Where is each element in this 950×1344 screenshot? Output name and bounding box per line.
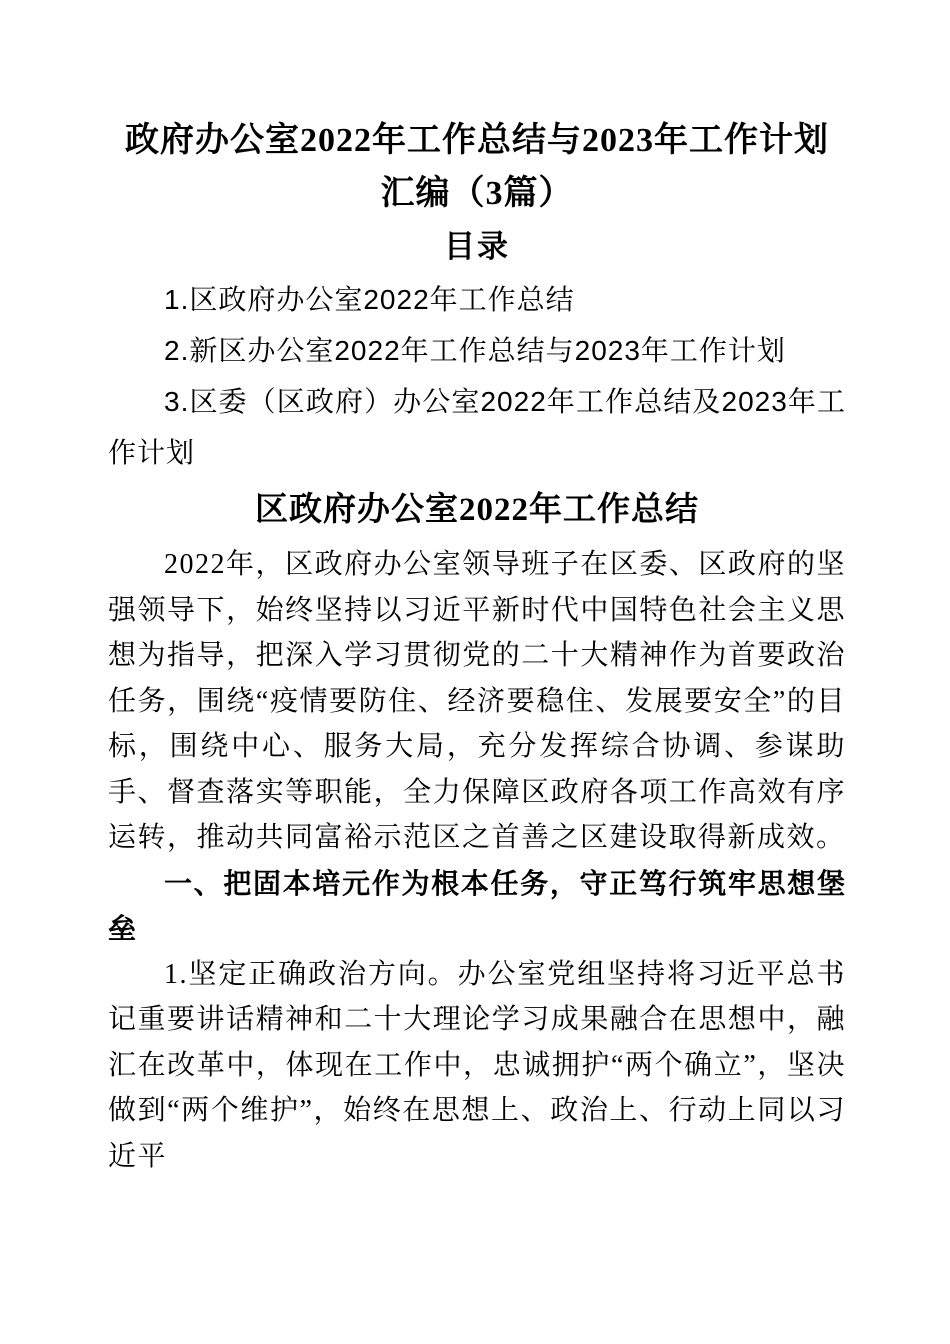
toc-list — [108, 274, 846, 478]
section-title: 区政府办公室2022年工作总结 — [255, 492, 699, 528]
toc-heading: 目录 — [444, 229, 510, 264]
section-paragraph-point-1: 1.坚定正确政治方向。办公室党组坚持将习近平总书记重要讲话精神和二十大理论学习成果融合在思想中，融汇在改革中，体现在工作中，忠诚拥护“两个确立”，坚决做到“两个维护”，始终在思想上、政治上、行动上同以习近平 — [108, 958, 846, 1172]
toc-item-3: 3.区委（区政府）办公室2022年工作总结及2023年工作计划 — [108, 386, 846, 468]
document-main-title: 政府办公室2022年工作总结与2023年工作计划汇编（3篇） — [125, 122, 829, 212]
section-subheading-1: 一、把固本培元作为根本任务，守正笃行筑牢思想堡垒 — [108, 867, 846, 944]
toc-item-2: 2.新区办公室2022年工作总结与2023年工作计划 — [164, 335, 786, 366]
section-paragraph-intro: 2022年，区政府办公室领导班子在区委、区政府的坚强领导下，始终坚持以习近平新时代中国特色社会主义思想为指导，把深入学习贯彻党的二十大精神作为首要政治任务，围绕“疫情要防住、经济要稳住、发展要安全”的目标，围绕中心、服务大局，充分发挥综合协调、参谋助手、督查落实等职能，全力保障区政府各项工作高效有序运转，推动共同富裕示范区之首善之区建设取得新成效。 — [108, 549, 846, 853]
toc-item-1: 1.区政府办公室2022年工作总结 — [164, 284, 575, 315]
